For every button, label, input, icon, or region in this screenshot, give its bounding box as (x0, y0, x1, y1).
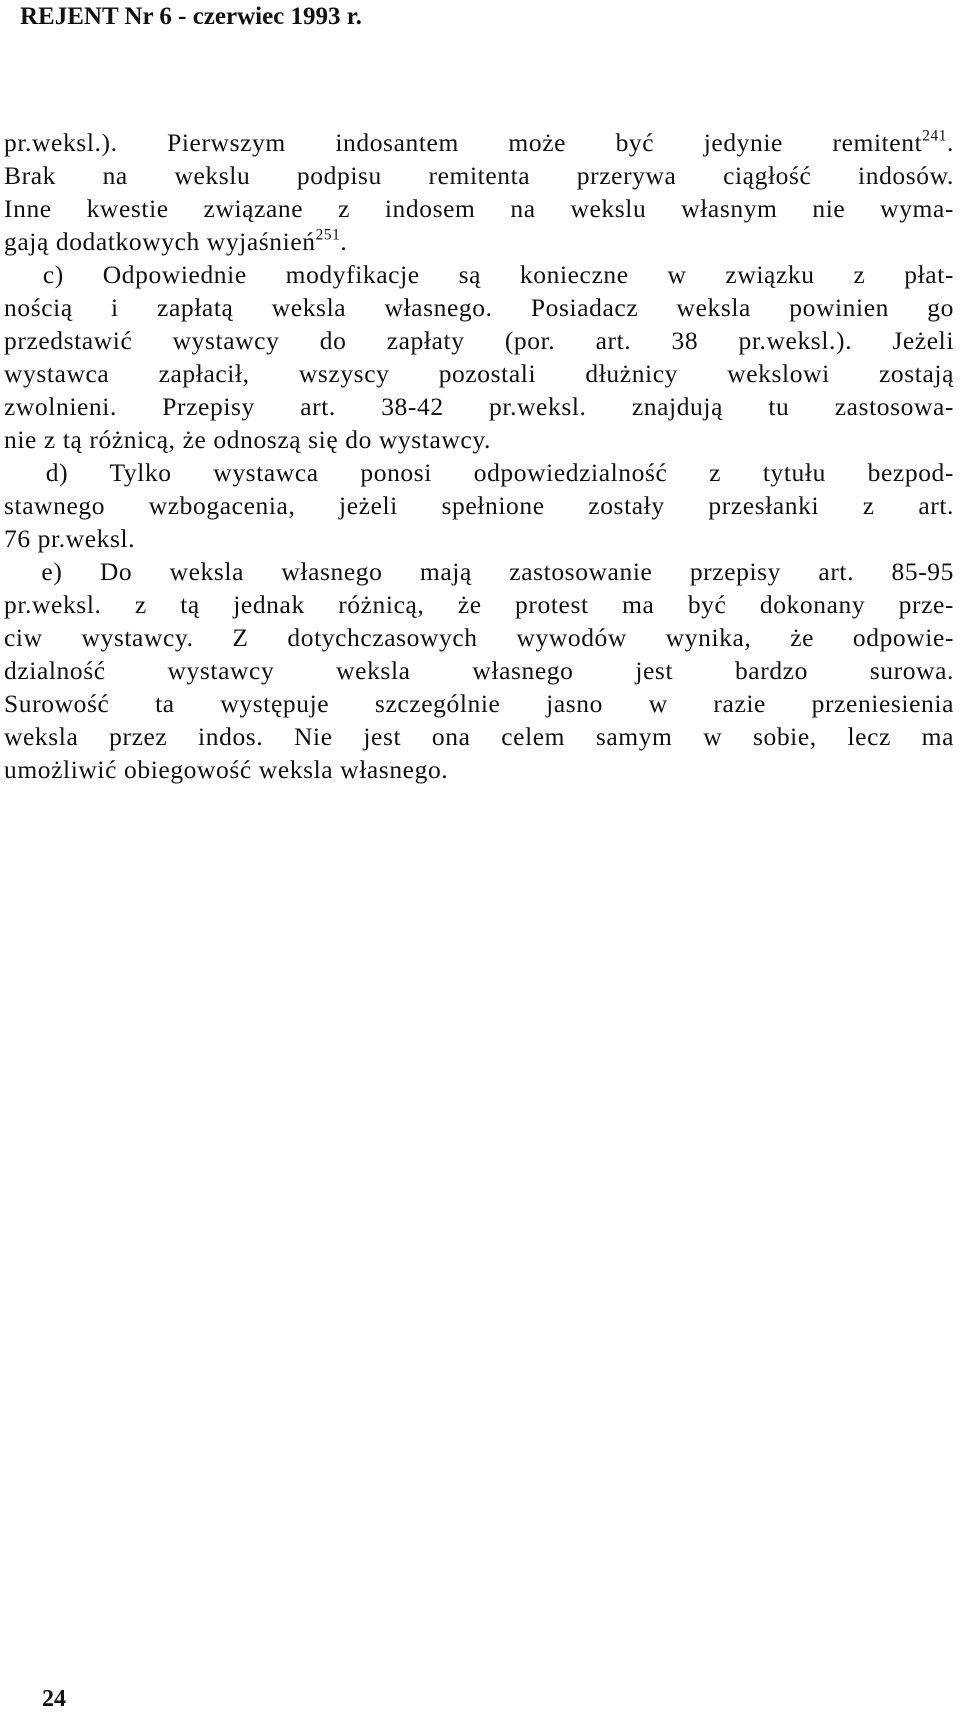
text-line: wystawca zapłacił, wszyscy pozostali dłużnicy wekslowi zostają (4, 359, 954, 388)
body-text (4, 126, 954, 786)
text-line: dzialność wystawcy weksla własnego jest bardzo surowa. (4, 656, 954, 685)
text-line: nością i zapłatą weksla własnego. Posiadacz weksla powinien go (4, 293, 954, 322)
text-line: przedstawić wystawcy do zapłaty (por. art. 38 pr.weksl.). Jeżeli (4, 326, 954, 355)
page-number: 24 (42, 1686, 66, 1712)
text-line: gają dodatkowych wyjaśnień$^{251}$. (4, 226, 348, 256)
text-line: e) Do weksla własnego mają zastosowanie przepisy art. 85-95 (4, 557, 954, 586)
text-line: Inne kwestie związane z indosem na wekslu własnym nie wyma- (4, 194, 954, 223)
text-line: d) Tylko wystawca ponosi odpowiedzialność z tytułu bezpod- (4, 458, 954, 487)
text-line: zwolnieni. Przepisy art. 38-42 pr.weksl. znajdują tu zastosowa- (4, 392, 954, 421)
footnote-ref: 251 (315, 226, 341, 244)
text-line: 76 pr.weksl. (4, 524, 136, 553)
text-line: ciw wystawcy. Z dotychczasowych wywodów wynika, że odpowie- (4, 623, 954, 652)
text-line: umożliwić obiegowość weksla własnego. (4, 755, 449, 784)
text-line: Brak na wekslu podpisu remitenta przerywa ciągłość indosów. (4, 161, 954, 190)
text-line: pr.weksl.). Pierwszym indosantem może być jedynie remitent$^{241}$. (4, 127, 954, 157)
text-line: c) Odpowiednie modyfikacje są konieczne w związku z płat- (4, 260, 954, 289)
footnote-ref: 241 (922, 127, 948, 145)
text-line: stawnego wzbogacenia, jeżeli spełnione zostały przesłanki z art. (4, 491, 954, 520)
text-line: nie z tą różnicą, że odnoszą się do wystawcy. (4, 425, 491, 454)
text-line: weksla przez indos. Nie jest ona celem samym w sobie, lecz ma (4, 722, 954, 751)
page-header: REJENT Nr 6 - czerwiec 1993 r. (20, 3, 362, 30)
text-line: Surowość ta występuje szczególnie jasno w razie przeniesienia (4, 689, 954, 718)
text-line: pr.weksl. z tą jednak różnicą, że protest ma być dokonany prze- (4, 590, 954, 619)
